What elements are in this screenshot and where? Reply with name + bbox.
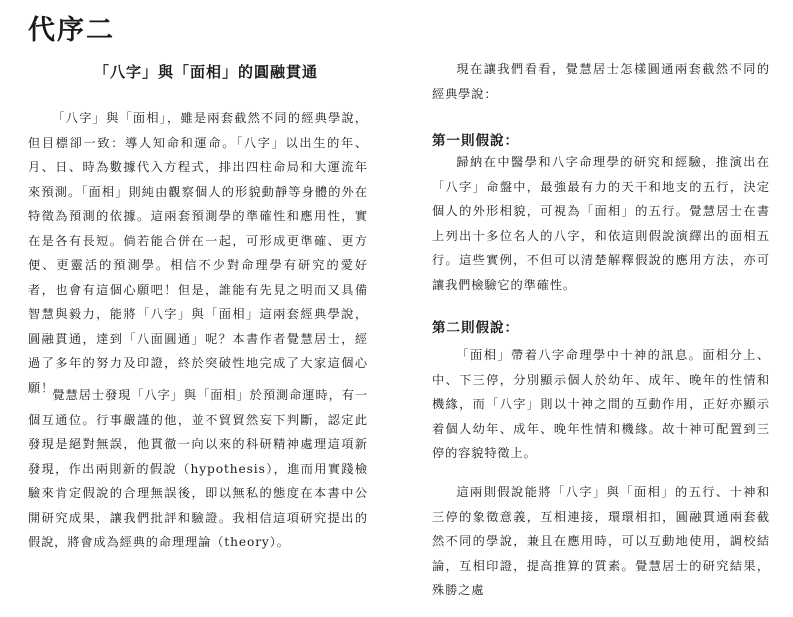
chapter-title: 代序二 bbox=[28, 15, 115, 46]
right-page bbox=[432, 0, 770, 617]
paragraph: 「八字」與「面相」，雖是兩套截然不同的經典學說，但目標卻一致：導人知命和運命。「八字」以出生的年、月、日、時為數據代入方程式，排出四柱命局和大運流年來預測。「面相」則純由觀察個人的形貌動靜等身體的外在特徵為預測的依據。這兩套預測學的準確性和應用性，實在是各有長短。倘若能合併在一起，可形成更準確、更方便、更靈活的預測學。相信不少對命理學有研究的愛好者，也會有這個心願吧！但是，誰能有先見之明而又具備智慧與毅力，能將「八字」與「面相」這兩套經典學說，圓融貫通，達到「八面圓通」呢？本書作者覺慧居士，經過了多年的努力及印證，終於突破性地完成了大家這個心願！ bbox=[28, 111, 368, 395]
closing-paragraph: 這兩則假說能將「八字」與「面相」的五行、十神和三停的象徵意義，互相連接，環環相扣，圓融貫通兩套截然不同的學說，兼且在應用時，可以互動地使用，調校結論，互相印證，提高推算的質素。覺慧居士的研究結果，殊勝之處 bbox=[432, 485, 770, 597]
left-page bbox=[28, 0, 368, 617]
section-heading: 第一則假說： bbox=[432, 133, 519, 149]
subtitle: 「八字」與「面相」的圓融貫通 bbox=[93, 63, 318, 81]
paragraph: 覺慧居士發現「八字」與「面相」於預測命運時，有一個互通位。行事嚴謹的他，並不貿貿然妄下判斷，認定此發現是絕對無誤，他貫徹一向以來的科研精神處理這項新發現，作出兩則新的假說（hypothesis），進而用實踐檢驗來肯定假說的合理無誤後，即以無私的態度在本書中公開研究成果，讓我們批評和驗證。我相信這項研究提出的假說，將會成為經典的命理理論（theory）。 bbox=[28, 388, 368, 549]
section-body: 「面相」帶着八字命理學中十神的訊息。面相分上、中、下三停，分別顯示個人於幼年、成年、晚年的性情和機緣，而「八字」則以十神之間的互動作用，正好亦顯示着個人幼年、成年、晚年性情和機緣。故十神可配置到三停的容貌特徵上。 bbox=[432, 348, 770, 460]
section-body: 歸納在中醫學和八字命理學的研究和經驗，推演出在「八字」命盤中，最強最有力的天干和地支的五行，決定個人的外形相貌，可視為「面相」的五行。覺慧居士在書上列出十多位名人的八字，和依這則假說演繹出的面相五行。這些實例，不但可以清楚解釋假說的應用方法，亦可讓我們檢驗它的準確性。 bbox=[432, 155, 770, 292]
intro-paragraph: 現在讓我們看看，覺慧居士怎樣圓通兩套截然不同的經典學說： bbox=[432, 62, 770, 101]
section-heading: 第二則假說： bbox=[432, 320, 519, 336]
